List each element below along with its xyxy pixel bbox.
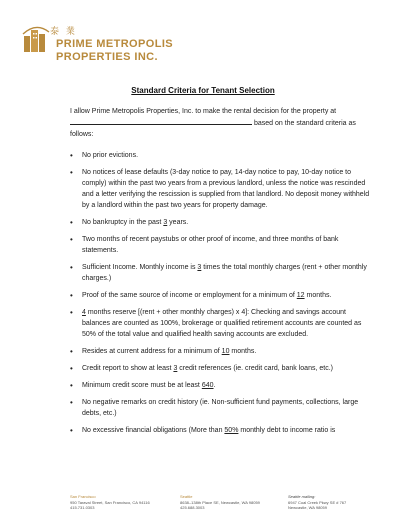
- criteria-text: times the total monthly charges (rent + other monthly charges.): [82, 264, 367, 282]
- criteria-item: [82, 425, 370, 436]
- footer-seattle-address: 8638–138th Place SE, Newcastle, WA 98059: [180, 499, 260, 505]
- property-address-blank: [70, 117, 252, 125]
- footer-sf-office: [70, 494, 170, 511]
- criteria-text: Resides at current address for a minimum of: [82, 348, 222, 355]
- logo-name-line2: PROPERTIES INC.: [56, 51, 158, 63]
- criteria-value: 4: [82, 309, 86, 316]
- criteria-text: Minimum credit score must be at least: [82, 382, 202, 389]
- criteria-text: months.: [229, 348, 257, 355]
- criteria-text: Two months of recent paystubs or other proof of income, and three months of bank statements.: [82, 236, 339, 254]
- footer-mailing-heading: Seattle mailing:: [288, 494, 316, 499]
- criteria-item: [82, 397, 370, 419]
- footer-sf-address: 950 Taraval Street, San Francisco, CA 94116: [70, 499, 150, 505]
- document-title: Standard Criteria for Tenant Selection: [131, 86, 275, 95]
- criteria-item: [82, 290, 370, 301]
- criteria-text: No excessive financial obligations (More than: [82, 427, 225, 434]
- company-logo: [22, 22, 222, 62]
- criteria-value: 640: [201, 382, 214, 389]
- criteria-text: months reserve [(rent + other monthly charges) x 4]: Checking and savings account balances are counted as 100%, brokerage or qualified retirement accounts are counted as 50% of the total value and qualified health saving accounts are excluded.: [82, 309, 362, 338]
- intro-text-end: based on the standard criteria as follows:: [70, 120, 356, 138]
- criteria-item: [82, 346, 370, 357]
- criteria-item: [82, 262, 370, 284]
- criteria-text: years.: [167, 219, 189, 226]
- footer-sf-heading: San Francisco: [70, 494, 96, 499]
- footer-seattle-phone: 425.688.3003: [180, 505, 205, 510]
- criteria-value: 50%: [224, 427, 239, 434]
- criteria-value: 3: [197, 264, 202, 271]
- criteria-item: [82, 167, 370, 211]
- criteria-item: [82, 234, 370, 256]
- criteria-text: monthly debt to income ratio is: [238, 427, 336, 434]
- footer-mailing-street: 6947 Coal Creek Pkwy SE # 767: [288, 499, 347, 505]
- criteria-text: No notices of lease defaults (3-day notice to pay, 14-day notice to pay, 10-day notice to comply) within the past two years from a previous landlord, unless the notice was rescinded and a letter verifying the rescission is supplied from that landlord. No deposit money withheld by a landlord within the past two years for property damage.: [82, 169, 370, 209]
- criteria-item: [82, 363, 370, 374]
- criteria-text: Proof of the same source of income or employment for a minimum of: [82, 292, 297, 299]
- logo-cjk-characters: 泰 業: [50, 27, 77, 37]
- criteria-value: 10: [221, 348, 230, 355]
- criteria-list: [70, 150, 370, 436]
- criteria-item: [82, 380, 370, 391]
- criteria-value: 3: [173, 365, 178, 372]
- footer-seattle-heading: Seattle: [180, 494, 193, 499]
- criteria-item: [82, 150, 370, 161]
- criteria-text: months.: [304, 292, 332, 299]
- criteria-text: No prior evictions.: [82, 152, 139, 159]
- criteria-item: [82, 307, 370, 340]
- intro-paragraph: [70, 106, 370, 140]
- criteria-text: credit references (ie. credit card, bank loans, etc.): [177, 365, 333, 372]
- logo-name-line1: PRIME METROPOLIS: [56, 38, 174, 50]
- building-logo-icon: [22, 22, 50, 54]
- criteria-text: No negative remarks on credit history (ie. Non-sufficient fund payments, collections, large debts, etc.): [82, 399, 359, 417]
- criteria-item: [82, 217, 370, 228]
- criteria-value: 12: [296, 292, 305, 299]
- criteria-text: Credit report to show at least: [82, 365, 174, 372]
- criteria-text: No bankruptcy in the past: [82, 219, 164, 226]
- footer-seattle-office: [180, 494, 280, 511]
- document-body: [70, 106, 370, 442]
- criteria-text: Sufficient Income. Monthly income is: [82, 264, 198, 271]
- footer-mailing-city: Newcastle, WA 98059: [288, 505, 327, 510]
- intro-text-start: I allow Prime Metropolis Properties, Inc. to make the rental decision for the property at: [70, 108, 337, 115]
- footer-mailing-address: [288, 494, 388, 511]
- footer-sf-phone: 415.731.0303: [70, 505, 95, 510]
- criteria-text: .: [213, 382, 216, 389]
- criteria-value: 3: [163, 219, 168, 226]
